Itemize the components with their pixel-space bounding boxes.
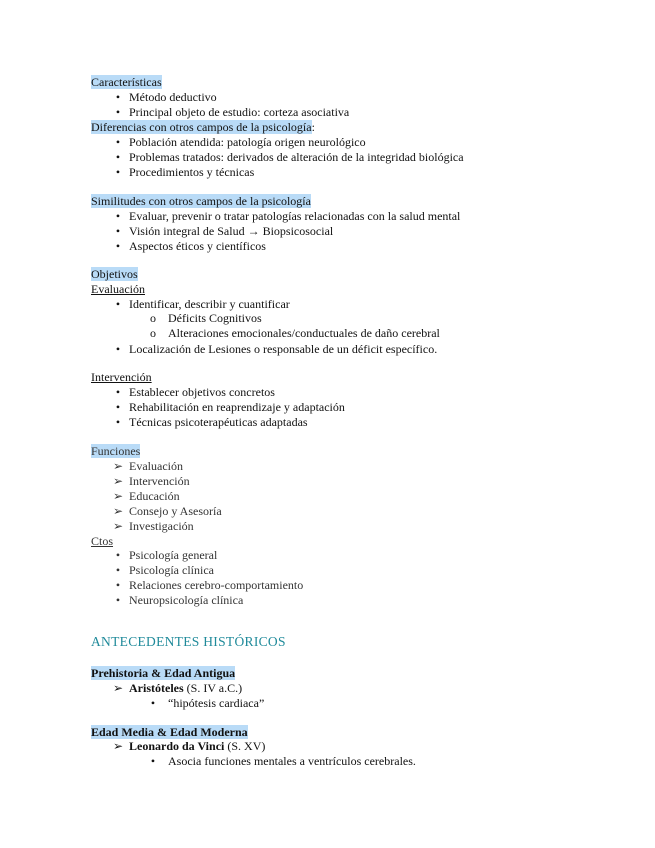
bullet-icon: • — [115, 548, 121, 562]
intervencion-label: Intervención — [91, 370, 152, 384]
list-item: Visión integral de Salud → Biopsicosocial — [129, 224, 334, 238]
similitudes-heading: Similitudes con otros campos de la psicología — [91, 194, 311, 208]
list-item: Psicología clínica — [129, 563, 214, 577]
list-item: Evaluar, prevenir o tratar patologías relacionadas con la salud mental — [129, 209, 461, 223]
list-item: Localización de Lesiones o responsable de un déficit específico. — [129, 342, 438, 356]
bullet-icon: • — [115, 297, 121, 311]
list-item: Técnicas psicoterapéuticas adaptadas — [129, 415, 308, 429]
bullet-icon: • — [115, 224, 121, 238]
list-item: Leonardo da Vinci (S. XV) — [129, 739, 266, 753]
list-item: Intervención — [129, 474, 190, 488]
evaluacion-label: Evaluación — [91, 282, 145, 296]
bullet-icon: • — [115, 150, 121, 164]
bullet-icon: • — [115, 105, 121, 119]
circle-bullet-icon: o — [150, 326, 156, 340]
arrow-bullet-icon: ➢ — [112, 681, 124, 695]
bullet-icon: • — [115, 239, 121, 253]
antecedentes-title: ANTECEDENTES HISTÓRICOS — [91, 634, 286, 649]
list-subitem: Asocia funciones mentales a ventrículos cerebrales. — [168, 754, 416, 768]
list-subitem: “hipótesis cardiaca” — [168, 696, 265, 710]
list-item: Investigación — [129, 519, 194, 533]
arrow-bullet-icon: ➢ — [112, 459, 124, 473]
bullet-icon: • — [150, 696, 156, 710]
list-item: Consejo y Asesoría — [129, 504, 222, 518]
list-item: Neuropsicología clínica — [129, 593, 244, 607]
caracteristicas-heading: Características — [91, 75, 162, 89]
arrow-bullet-icon: ➢ — [112, 474, 124, 488]
arrow-bullet-icon: ➢ — [112, 504, 124, 518]
media-heading: Edad Media & Edad Moderna — [91, 725, 248, 739]
list-item: Educación — [129, 489, 180, 503]
bullet-icon: • — [150, 754, 156, 768]
list-item: Evaluación — [129, 459, 183, 473]
list-subitem: Alteraciones emocionales/conductuales de daño cerebral — [168, 326, 440, 340]
bullet-icon: • — [115, 342, 121, 356]
arrow-bullet-icon: ➢ — [112, 489, 124, 503]
list-item: Psicología general — [129, 548, 218, 562]
funciones-heading: Funciones — [91, 444, 141, 458]
list-item: Principal objeto de estudio: corteza asociativa — [129, 105, 350, 119]
list-subitem: Déficits Cognitivos — [168, 311, 262, 325]
objetivos-heading: Objetivos — [91, 267, 138, 281]
list-item: Población atendida: patología origen neurológico — [129, 135, 366, 149]
list-item: Método deductivo — [129, 90, 217, 104]
list-item: Procedimientos y técnicas — [129, 165, 255, 179]
bullet-icon: • — [115, 209, 121, 223]
list-item: Relaciones cerebro-comportamiento — [129, 578, 304, 592]
bullet-icon: • — [115, 90, 121, 104]
diferencias-heading: Diferencias con otros campos de la psicología: — [91, 120, 315, 134]
list-item: Problemas tratados: derivados de alteración de la integridad biológica — [129, 150, 464, 164]
prehistoria-heading: Prehistoria & Edad Antigua — [91, 666, 236, 680]
list-item: Aristóteles (S. IV a.C.) — [129, 681, 243, 695]
bullet-icon: • — [115, 563, 121, 577]
circle-bullet-icon: o — [150, 311, 156, 325]
ctos-heading: Ctos — [91, 534, 114, 548]
bullet-icon: • — [115, 578, 121, 592]
bullet-icon: • — [115, 593, 121, 607]
bullet-icon: • — [115, 165, 121, 179]
bullet-icon: • — [115, 400, 121, 414]
list-item: Identificar, describir y cuantificar — [129, 297, 290, 311]
arrow-bullet-icon: ➢ — [112, 739, 124, 753]
arrow-bullet-icon: ➢ — [112, 519, 124, 533]
list-item: Aspectos éticos y científicos — [129, 239, 266, 253]
bullet-icon: • — [115, 415, 121, 429]
bullet-icon: • — [115, 385, 121, 399]
list-item: Rehabilitación en reaprendizaje y adaptación — [129, 400, 345, 414]
list-item: Establecer objetivos concretos — [129, 385, 275, 399]
bullet-icon: • — [115, 135, 121, 149]
